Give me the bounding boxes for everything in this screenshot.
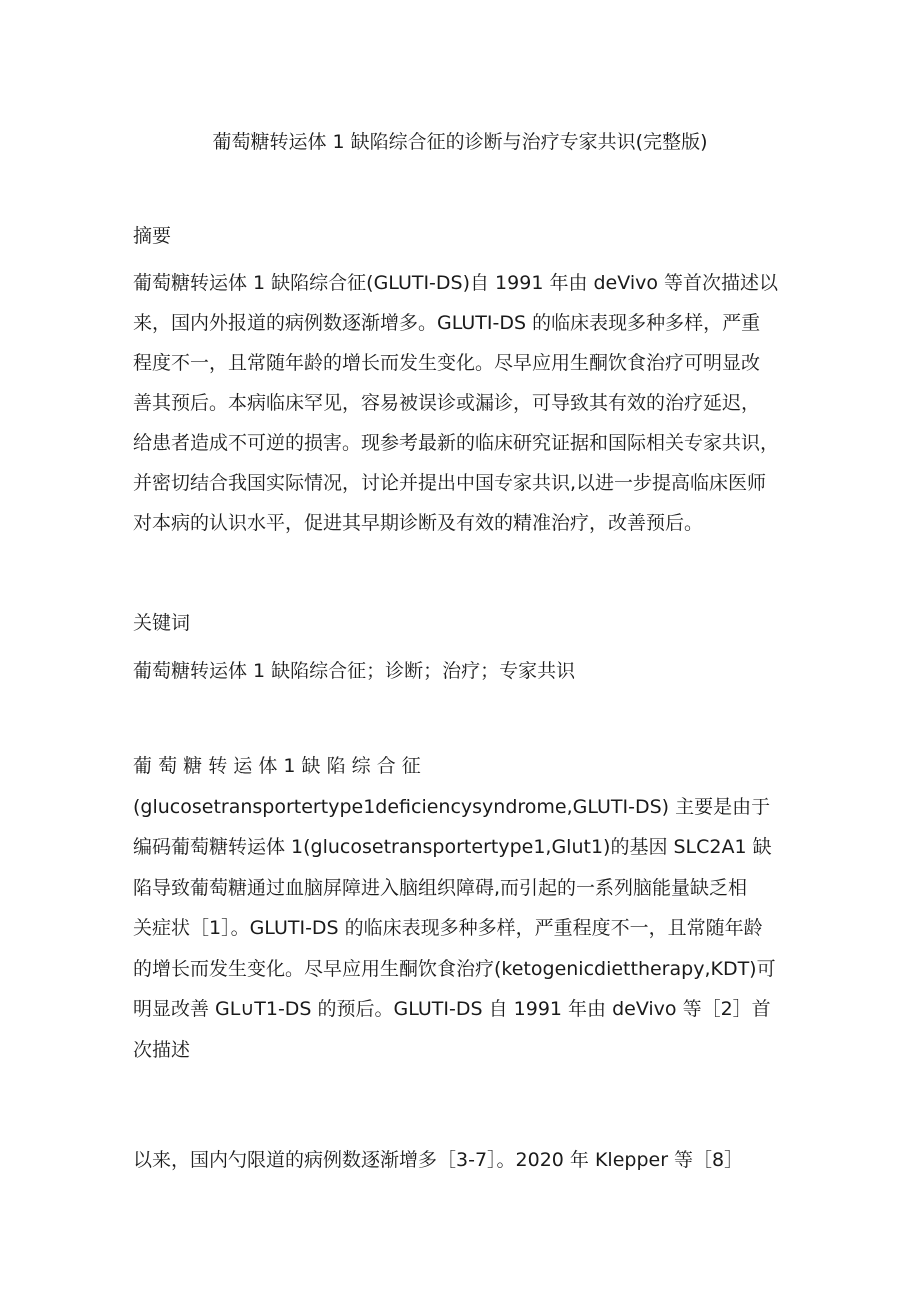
body-char: 糖 (183, 755, 203, 777)
body-char: 陷 (326, 755, 346, 777)
body-char: 1 (283, 755, 296, 777)
abstract-heading: 摘要 (133, 225, 172, 247)
abstract-line: 来，国内外报道的病例数逐渐增多。GLUTI-DS 的临床表现多种多样，严重 (133, 312, 761, 334)
body-char: 葡 (133, 755, 153, 777)
body-line: (glucosetransportertype1deficiencysyndrome,GLUTI-DS) 主要是由于 (133, 795, 771, 818)
keywords-heading: 关键词 (133, 612, 191, 634)
body-char: 转 (208, 755, 228, 777)
body-char: 综 (351, 755, 371, 777)
body-line: 次描述 (133, 1038, 191, 1061)
body-line: 编码葡萄糖转运体 1(glucosetransportertype1,Glut1)的基因 SLC2A1 缺 (133, 836, 772, 858)
body-first-line (133, 746, 793, 787)
body-line: 陷导致葡萄糖通过血脑屏障进入脑组织障碍,而引起的一系列脑能量缺乏相 (133, 876, 748, 899)
body-char: 运 (233, 755, 253, 777)
body-continuation-line: 以来，国内勺限道的病例数逐渐增多［3-7］。2020 年 Klepper 等［8］ (133, 1149, 744, 1171)
document-title: 葡萄糖转运体 1 缺陷综合征的诊断与治疗专家共识(完整版) (212, 131, 708, 153)
body-char: 缺 (301, 755, 321, 777)
body-line: 明显改善 GL∪T1-DS 的预后。GLUTI-DS 自 1991 年由 deVivo 等［2］首 (133, 998, 771, 1020)
body-char: 征 (401, 755, 421, 777)
abstract-line: 善其预后。本病临床罕见，容易被误诊或漏诊，可导致其有效的治疗延迟， (133, 392, 761, 414)
body-line: 的增长而发生变化。尽早应用生酮饮食治疗(ketogenicdiettherapy,KDT)可 (133, 957, 776, 980)
body-paragraph (133, 746, 793, 1070)
abstract-line: 程度不一，且常随年龄的增长而发生变化。尽早应用生酮饮食治疗可明显改 (133, 352, 761, 374)
abstract-line: 对本病的认识水平，促进其早期诊断及有效的精准治疗，改善预后。 (133, 512, 704, 534)
body-char: 体 (258, 755, 278, 777)
keywords-list: 葡萄糖转运体 1 缺陷综合征；诊断；治疗；专家共识 (133, 660, 576, 682)
body-line: 关症状［1］。GLUTI-DS 的临床表现多种多样，严重程度不一，且常随年龄 (133, 917, 763, 939)
body-char: 萄 (158, 755, 178, 777)
abstract-line: 并密切结合我国实际情况，讨论并提出中国专家共识,以进一步提高临床医师 (133, 472, 767, 494)
body-char: 合 (376, 755, 396, 777)
abstract-line: 给患者造成不可逆的损害。现参考最新的临床研究证据和国际相关专家共识， (133, 432, 780, 454)
abstract-line: 葡萄糖转运体 1 缺陷综合征(GLUTI-DS)自 1991 年由 deVivo 等首次描述以 (133, 272, 779, 294)
abstract-paragraph (133, 263, 793, 543)
